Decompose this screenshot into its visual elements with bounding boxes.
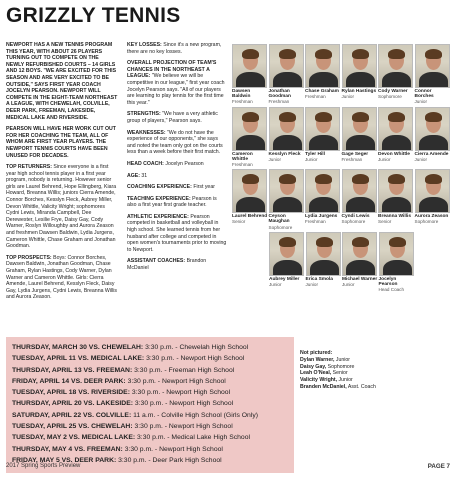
schedule-date: THURSDAY, MAY 4 VS. FREEMAN: xyxy=(12,445,123,453)
coaching-exp-text: First year xyxy=(193,184,215,191)
head-coach-label: HEAD COACH: xyxy=(127,160,164,167)
coaching-exp-label: COACHING EXPERIENCE: xyxy=(127,184,192,191)
schedule-detail: 3:30 p.m. - Freeman High School xyxy=(134,366,235,374)
player-name: Cameron Whittle xyxy=(232,151,253,162)
player-card xyxy=(342,107,378,168)
schedule-date: THURSDAY, MARCH 30 VS. CHEWELAH: xyxy=(12,344,144,351)
player-class: Freshman xyxy=(305,219,326,225)
player-name: Jonathan Goodman xyxy=(268,89,291,100)
schedule-date: TUESDAY, MAY 2 VS. MEDICAL LAKE: xyxy=(12,434,136,442)
schedule-detail: 3:30 p.m. - Medical Lake High School xyxy=(137,434,250,442)
not-pictured-item xyxy=(300,370,450,377)
player-class: Junior xyxy=(414,156,428,162)
player-card xyxy=(415,44,451,105)
player-class: Freshman xyxy=(232,99,253,105)
intro-paragraph-2: PEARSON WILL HAVE HER WORK CUT OUT FOR HER COACHING THE TEAM, ALL OF WHOM ARE FIRST YEAR PLAYERS. THE NEWPORT TENNIS COURTS HAVE BEEN UNUSED FOR DECADES. xyxy=(6,126,116,159)
player-card xyxy=(379,232,415,293)
key-losses-label: KEY LOSSES: xyxy=(127,42,162,48)
player-name: Cody Warner xyxy=(378,89,408,94)
teaching-exp-label: TEACHING EXPERIENCE: xyxy=(127,195,191,202)
schedule-date: FRIDAY, APRIL 14 VS. DEER PARK: xyxy=(12,377,126,385)
player-class: Junior xyxy=(305,282,319,288)
player-card xyxy=(306,232,342,293)
player-name: Cyndi Lewis xyxy=(341,214,370,220)
head-coach-text: Jocelyn Pearson xyxy=(165,160,204,167)
player-card xyxy=(269,232,305,293)
player-card xyxy=(378,169,414,230)
player-class: Sophomore xyxy=(268,224,293,230)
player-photo xyxy=(232,107,267,151)
schedule-date: TUESDAY, APRIL 25 VS. CHEWELAH: xyxy=(12,423,133,431)
schedule-detail: 3:30 p.m. - Chewelah High School xyxy=(145,344,249,351)
player-photo xyxy=(342,169,377,213)
player-card xyxy=(269,169,305,230)
player-card xyxy=(378,44,414,105)
player-card xyxy=(342,44,378,105)
player-class: Freshman xyxy=(232,162,253,168)
not-pictured-role: Sophomore xyxy=(327,363,355,370)
player-name: Gage Seger xyxy=(341,151,369,157)
key-losses-text: Since it's a new program, there are no key losses. xyxy=(127,42,222,55)
player-photo xyxy=(378,169,413,213)
player-name: Erica Smola xyxy=(305,276,333,282)
head-coach-section xyxy=(127,161,227,168)
player-card xyxy=(305,169,341,230)
schedule-item xyxy=(12,376,288,387)
age-section xyxy=(127,173,227,180)
player-card xyxy=(269,44,305,105)
schedule-date: TUESDAY, APRIL 18 VS. RIVERSIDE: xyxy=(12,389,130,397)
player-class: Junior xyxy=(341,94,355,100)
schedule-date: THURSDAY, APRIL 13 VS. FREEMAN: xyxy=(12,366,133,374)
not-pictured-name: Branden McDaniel, xyxy=(300,383,347,390)
coaching-exp-section xyxy=(127,184,227,191)
player-class: Junior xyxy=(268,156,282,162)
schedule-item xyxy=(12,353,288,364)
player-photo xyxy=(415,44,450,88)
player-photo xyxy=(378,44,413,88)
player-card xyxy=(232,169,268,230)
player-name: Tyler Hill xyxy=(305,151,325,157)
schedule-item xyxy=(12,342,288,353)
not-pictured-name: Daisy Gay, xyxy=(300,363,327,370)
player-name: Jocelyn Pearson xyxy=(378,276,398,288)
schedule-date: THURSDAY, APRIL 20 VS. LAKESIDE: xyxy=(12,400,133,408)
player-class: Junior xyxy=(414,99,428,105)
player-name: Breanna Willis xyxy=(378,214,412,220)
not-pictured-name: Valicity Wright, xyxy=(300,377,338,384)
player-class: Senior xyxy=(232,219,246,225)
player-class: Sophomore xyxy=(414,219,439,225)
player-photo xyxy=(378,107,413,151)
age-text: 31 xyxy=(141,172,148,179)
schedule-detail: 3:30 p.m. - Newport High School xyxy=(146,355,245,363)
schedule-detail: 3:30 p.m. - Newport High School xyxy=(124,445,223,453)
player-card xyxy=(232,107,268,168)
player-photo xyxy=(269,107,304,151)
strengths-section xyxy=(127,111,227,124)
player-photo xyxy=(415,107,450,151)
schedule-item xyxy=(12,365,288,376)
teaching-exp-section xyxy=(127,196,227,209)
not-pictured-name: Leah O'Neal, xyxy=(300,370,332,377)
player-card xyxy=(342,169,378,230)
not-pictured-role: Asst. Coach xyxy=(347,383,376,390)
schedule-item xyxy=(12,421,288,432)
player-name: Aurora Zeason xyxy=(414,214,449,220)
top-returners-section xyxy=(6,164,118,250)
player-photo xyxy=(269,169,304,213)
player-name: Aubrey Miller xyxy=(269,276,300,282)
assistant-coach-section xyxy=(127,258,227,271)
schedule-date: FRIDAY, MAY 5 VS. DEER PARK: xyxy=(12,456,117,464)
player-name: Chase Graham xyxy=(305,89,339,94)
footer-page-number: PAGE 7 xyxy=(427,463,450,470)
player-photo xyxy=(306,232,341,276)
not-pictured-role: Junior xyxy=(335,356,350,363)
article-column-left xyxy=(6,42,118,306)
player-photo xyxy=(232,44,267,88)
top-prospects-text: Boys: Connor Borches, Dawsen Baldwin, Jonathan Goodman, Chase Graham, Rylan Hastings, Cody Warner, Dylan Warner and Cameron Whittle. Girls: Cierra Amende, Laurel Behrend, Kesslyn Fleck, Daisy Gay, Lydia Jurgens, Cydni Lewis, Breanna Willis and Aurora Zeason. xyxy=(6,254,118,301)
player-card xyxy=(342,232,378,293)
player-photo xyxy=(415,169,450,213)
photo-row xyxy=(232,44,452,105)
player-photo-grid xyxy=(232,44,452,294)
coach-photo xyxy=(379,232,414,276)
assistant-coach-label: ASSISTANT COACHES: xyxy=(127,258,186,265)
article-column-right xyxy=(127,42,227,277)
schedule-detail: 3:30 p.m. - Newport High School xyxy=(127,377,226,385)
strengths-label: STRENGTHS: xyxy=(127,111,161,118)
schedule-item xyxy=(12,444,288,455)
player-card xyxy=(415,107,451,168)
player-photo xyxy=(305,44,340,88)
weaknesses-text: "We do not have the experience of our opponents," she says and noted the team only got on the courts less than a week before their first match. xyxy=(127,129,223,156)
player-card xyxy=(378,107,414,168)
player-name: Ceyson Maughan xyxy=(268,214,290,225)
not-pictured-list xyxy=(300,350,450,391)
schedule-detail: 3:30 p.m. - Newport High School xyxy=(134,423,233,431)
player-card xyxy=(232,44,268,105)
page-title: GRIZZLY TENNIS xyxy=(6,4,181,27)
schedule-detail: 3:30 p.m. - Newport High School xyxy=(131,389,231,397)
footer-publication: 2017 Spring Sports Preview xyxy=(6,463,81,469)
player-photo xyxy=(269,232,304,276)
player-class: Junior xyxy=(378,156,391,162)
intro-paragraph: NEWPORT HAS A NEW TENNIS PROGRAM THIS YEAR, WITH ABOUT 26 PLAYERS TURNING OUT TO COMPETE ON THE NEWLY REFURBISHED COURTS – 14 GIRLS AND 12 BOYS. "WE ARE EXCITED FOR THIS SEASON AND ARE VERY EXCITED TO BE OUTSIDE," SAYS FIRST YEAR COACH JOCELYN PEARSON. NEWPORT WILL COMPETE IN THE EIGHT-TEAM NORTHEAST A LEAGUE, WITH CHEWELAH, COLVILLE, DEER PARK, FREEMAN, LAKESIDE, MEDICAL LAKE AND RIVERSIDE. xyxy=(6,42,118,121)
player-name: Devon Whittle xyxy=(378,151,410,157)
player-class: Junior xyxy=(305,156,318,162)
player-card xyxy=(415,169,451,230)
photo-row xyxy=(232,232,452,293)
not-pictured-item xyxy=(300,384,450,391)
schedule-item xyxy=(12,387,288,398)
weaknesses-section xyxy=(127,130,227,156)
not-pictured-heading: Not pictured: xyxy=(300,350,333,356)
athletic-exp-section xyxy=(127,214,227,254)
key-losses-section xyxy=(127,42,227,55)
schedule-item xyxy=(12,432,288,443)
not-pictured-name: Dylan Warner, xyxy=(300,356,335,363)
player-class: Junior xyxy=(342,282,355,288)
not-pictured-item xyxy=(300,364,450,371)
player-class: Freshman xyxy=(341,156,363,162)
schedule-detail: 3:30 p.m. - Deer Park High School xyxy=(118,456,222,464)
schedule-detail: 3:30 p.m. - Newport High School xyxy=(134,400,234,408)
outlook-label: OVERALL PROJECTION OF TEAM'S CHANCES IN THE NORTHEAST A LEAGUE: xyxy=(127,60,217,80)
not-pictured-role: Senior xyxy=(332,370,348,377)
player-card xyxy=(305,107,341,168)
player-photo xyxy=(342,44,377,88)
outlook-text: "We believe we will be competitive in our league," first year coach Jocelyn Pearson says. "All of our players are learning to play tennis for the first time this year." xyxy=(127,73,225,106)
strengths-text: "We have a very athletic group of players," Pearson says. xyxy=(127,111,218,124)
player-class: Senior xyxy=(378,219,392,225)
player-photo xyxy=(269,44,304,88)
player-class: Freshman xyxy=(268,99,290,105)
schedule-detail: 11 a.m. - Colville High School (Girls Only) xyxy=(133,411,259,419)
player-class: Junior xyxy=(269,282,282,288)
player-name: Michael Warner xyxy=(342,276,378,282)
player-name: Lydia Jurgens xyxy=(305,214,338,220)
player-card xyxy=(305,44,341,105)
not-pictured-item xyxy=(300,377,450,384)
top-returners-text: Since everyone is a first year high school tennis player in a first year program, nobody is returning. However senior girls are Laurel Behrend, Hope Ellingberg, Kiara Howard, Breanna Willis; juniors Cierra Amende, Connor Borches, Kesslyn Fleck, Aubrey Miller, Devon Whittle, Valicity Wright; sophomores Cydni Lewis, Miranda Campbell, Dee Derewester, Lesilie Frye, Daisy Gay, Cody Warner, Roslyn Willoughby and Aurora Zeason and freshmen Dawsen Baldwin, Lydia Jurgens, Cameron Whittle, Chase Graham and Jonathan Goodman. xyxy=(6,164,117,250)
schedule-item xyxy=(12,410,288,421)
athletic-exp-text: Pearson competed in basketball and volleyball in high school. She learned tennis from her husband after college and competed in open women's tournaments prior to moving to Newport. xyxy=(127,213,227,253)
player-photo xyxy=(232,169,267,213)
not-pictured-role: Junior xyxy=(338,377,353,384)
player-class: Sophomore xyxy=(378,94,402,100)
player-name: Laurel Behrend xyxy=(232,214,268,220)
not-pictured-item xyxy=(300,357,450,364)
player-photo xyxy=(342,107,377,151)
player-name: Kesslyn Fleck xyxy=(268,151,301,157)
photo-row xyxy=(232,107,452,168)
player-photo xyxy=(342,232,377,276)
schedule-date: TUESDAY, APRIL 11 VS. MEDICAL LAKE: xyxy=(12,355,145,363)
photo-row xyxy=(232,169,452,230)
schedule-box xyxy=(6,337,294,473)
assistant-coach-text: Brandon McDaniel xyxy=(127,258,207,272)
outlook-section xyxy=(127,60,227,106)
weaknesses-label: WEAKNESSES: xyxy=(127,129,166,136)
player-name: Rylan Hastings xyxy=(341,89,377,94)
age-label: AGE: xyxy=(127,172,140,179)
player-photo xyxy=(305,169,340,213)
schedule-item xyxy=(12,398,288,409)
player-class: Freshman xyxy=(305,94,326,100)
top-returners-label: TOP RETURNERS: xyxy=(6,164,52,171)
player-name: Dawsen Baldwin xyxy=(232,89,251,100)
player-card xyxy=(269,107,305,168)
top-prospects-label: TOP PROSPECTS: xyxy=(6,254,52,261)
player-class: Sophomore xyxy=(341,219,366,225)
schedule-date: SATURDAY, APRIL 22 VS. COLVILLE: xyxy=(12,411,132,419)
top-prospects-section xyxy=(6,255,118,301)
player-photo xyxy=(305,107,340,151)
teaching-exp-text: Pearson is also a first year first grade teacher. xyxy=(127,195,217,209)
player-name: Connor Borches xyxy=(414,89,434,100)
player-class: Head Coach xyxy=(378,287,405,293)
athletic-exp-label: ATHLETIC EXPERIENCE: xyxy=(127,213,189,220)
player-name: Cierra Amende xyxy=(414,151,449,157)
